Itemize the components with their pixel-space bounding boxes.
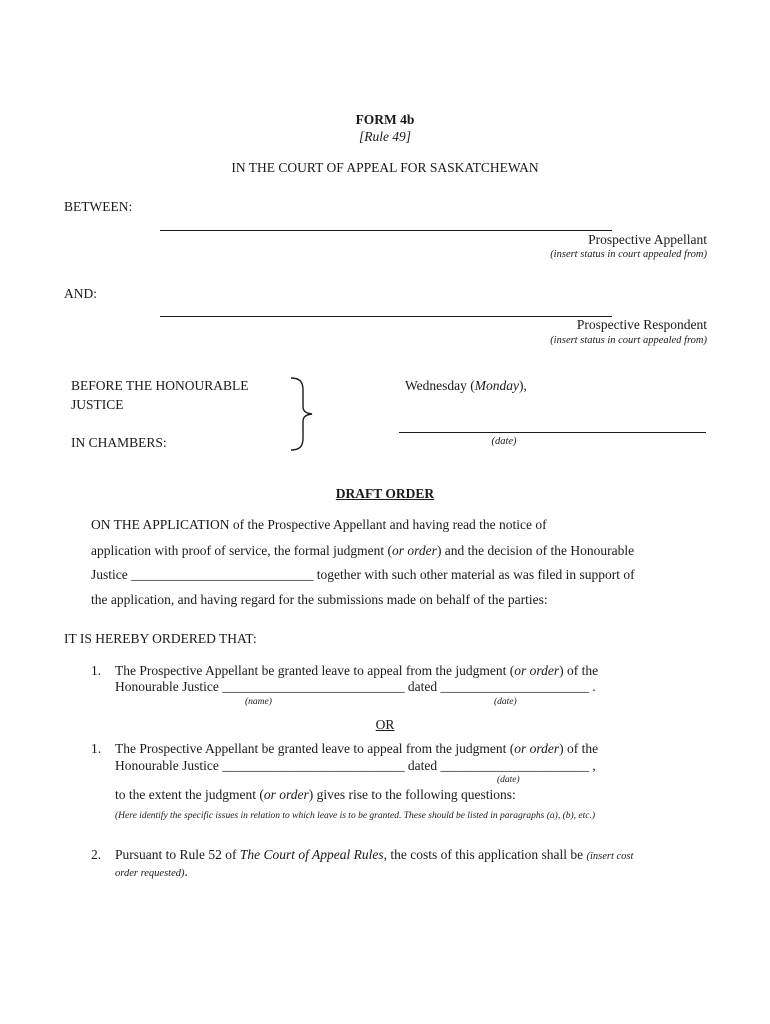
curly-brace-icon (285, 376, 317, 452)
item-1b-issues-note: (Here identify the specific issues in relation to which leave is to be granted. These should be listed in paragraphs (a), (b), etc.) (115, 811, 596, 821)
date-line (399, 432, 706, 433)
appellant-role: Prospective Appellant (588, 232, 707, 247)
court-title: IN THE COURT OF APPEAL FOR SASKATCHEWAN (231, 160, 539, 175)
item-1-date-caption: (date) (494, 697, 517, 707)
respondent-role: Prospective Respondent (576, 317, 707, 332)
in-chambers: IN CHAMBERS: (71, 435, 167, 450)
preamble-line-1: ON THE APPLICATION of the Prospective Appellant and having read the notice of (91, 517, 547, 532)
before-honourable: BEFORE THE HONOURABLE (71, 378, 249, 393)
item-1b-number: 1. (91, 741, 102, 756)
before-justice: JUSTICE (71, 397, 124, 412)
item-1-line-1: The Prospective Appellant be granted leave to appeal from the judgment (or order) of the (115, 663, 599, 678)
item-1b-line-3: to the extent the judgment (or order) gives rise to the following questions: (115, 787, 516, 802)
item-1-number: 1. (91, 663, 102, 678)
item-2-line-2: order requested). (115, 864, 188, 879)
preamble-line-4: the application, and having regard for the submissions made on behalf of the parties: (91, 592, 548, 607)
item-1b-line-2: Honourable Justice ___________________________ dated ______________________ , (115, 758, 596, 773)
item-1b-line-1: The Prospective Appellant be granted leave to appeal from the judgment (or order) of the (115, 741, 599, 756)
item-2-number: 2. (91, 847, 102, 862)
appellant-name-line (160, 230, 612, 231)
item-1-line-2: Honourable Justice ___________________________ dated ______________________ . (115, 679, 596, 694)
preamble-line-2: application with proof of service, the formal judgment (or order) and the decision of the Honourable (91, 543, 635, 558)
appellant-status-note: (insert status in court appealed from) (550, 249, 707, 260)
draft-order-title: DRAFT ORDER (335, 486, 435, 501)
hearing-day: Wednesday (Monday), (405, 378, 527, 393)
between-label: BETWEEN: (64, 199, 133, 214)
ordered-heading: IT IS HEREBY ORDERED THAT: (64, 631, 257, 646)
item-1b-date-caption: (date) (497, 775, 520, 785)
rule-reference: [Rule 49] (358, 129, 412, 144)
respondent-status-note: (insert status in court appealed from) (550, 335, 707, 346)
and-label: AND: (64, 286, 97, 301)
or-divider: OR (375, 717, 395, 732)
date-caption: (date) (491, 436, 517, 447)
item-1-name-caption: (name) (245, 697, 272, 707)
item-2-line-1: Pursuant to Rule 52 of The Court of Appeal Rules, the costs of this application shall be (insert cost (115, 847, 634, 862)
form-number: FORM 4b (355, 112, 415, 127)
preamble-line-3: Justice ___________________________ together with such other material as was filed in support of (91, 567, 635, 582)
